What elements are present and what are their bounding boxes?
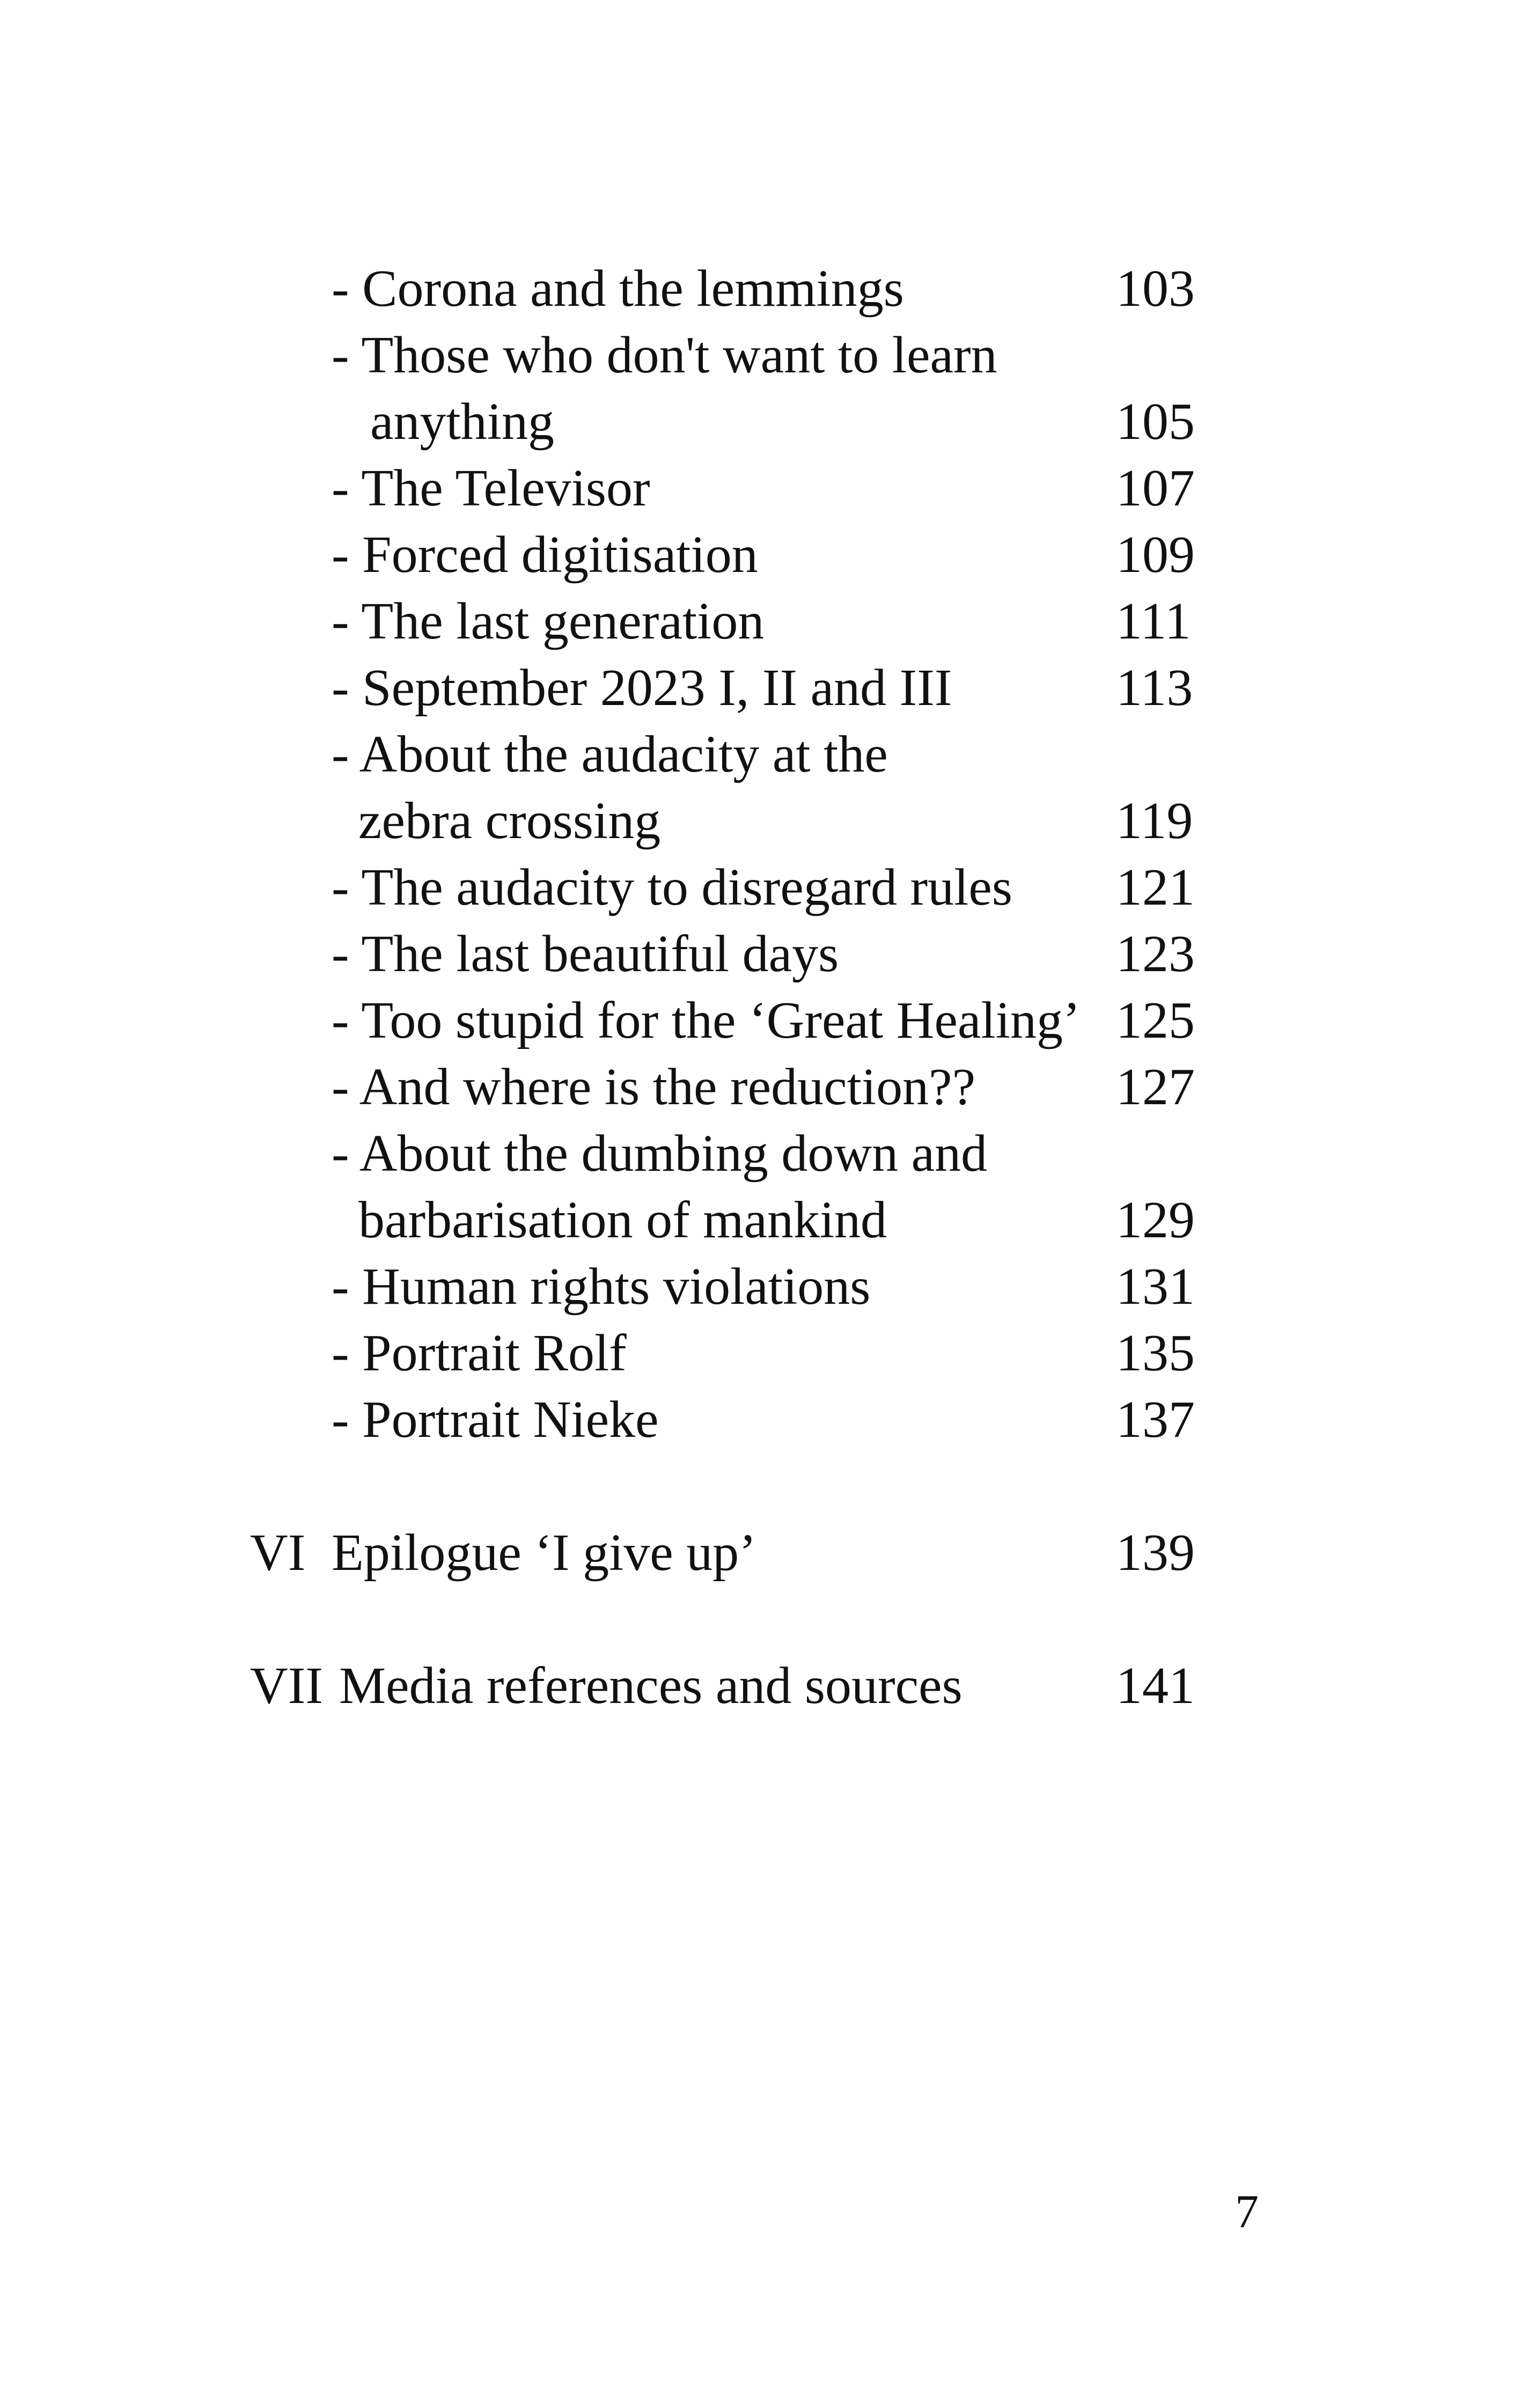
toc-page-number: 139 (1116, 1524, 1195, 1582)
toc-entry-title: - The last generation (332, 592, 765, 650)
toc-page-number: 121 (1116, 858, 1195, 916)
toc-page-number: 107 (1116, 459, 1195, 517)
toc-entry-title: - Too stupid for the ‘Great Healing’ (332, 992, 1081, 1049)
toc-entry-title: - About the dumbing down and (332, 1125, 988, 1183)
page-number-folio: 7 (1235, 2186, 1259, 2238)
toc-entry-title: - The Televisor (332, 459, 650, 517)
toc-page-number: 113 (1116, 659, 1193, 717)
toc-page-number: 135 (1116, 1324, 1195, 1382)
toc-entry-title: - Forced digitisation (332, 526, 758, 584)
toc-entry-title: - The last beautiful days (332, 925, 839, 983)
section-numeral: VII (250, 1657, 324, 1715)
toc-entry-continuation: anything (370, 393, 554, 451)
section-numeral: VI (250, 1524, 306, 1582)
section-title: Epilogue ‘I give up’ (332, 1524, 756, 1582)
toc-entry-title: - About the audacity at the (332, 725, 888, 783)
toc-page-number: 105 (1116, 393, 1195, 451)
toc-page-number: 131 (1116, 1258, 1195, 1316)
toc-page-number: 119 (1116, 792, 1193, 850)
toc-page-number: 123 (1116, 925, 1195, 983)
toc-entry-title: - Those who don't want to learn (332, 326, 997, 384)
toc-page-number: 129 (1116, 1191, 1195, 1249)
toc-entry-title: - Portrait Rolf (332, 1324, 627, 1382)
toc-page-number: 109 (1116, 526, 1195, 584)
toc-entry-title: - Corona and the lemmings (332, 260, 904, 318)
toc-page-number: 137 (1116, 1391, 1195, 1449)
toc-entry-title: - Portrait Nieke (332, 1391, 659, 1449)
toc-entry-title: - The audacity to disregard rules (332, 858, 1013, 916)
toc-page-number: 141 (1116, 1657, 1195, 1715)
toc-page-number: 103 (1116, 260, 1195, 318)
toc-page-number: 111 (1116, 592, 1191, 650)
toc-entry-continuation: zebra crossing (358, 792, 661, 850)
toc-entry-title: - September 2023 I, II and III (332, 659, 952, 717)
toc-page-number: 127 (1116, 1058, 1195, 1116)
section-title: Media references and sources (339, 1657, 962, 1715)
toc-entry-continuation: barbarisation of mankind (358, 1191, 887, 1249)
toc-entry-title: - And where is the reduction?? (332, 1058, 976, 1116)
toc-page-number: 125 (1116, 992, 1195, 1049)
toc-entry-title: - Human rights violations (332, 1258, 871, 1316)
